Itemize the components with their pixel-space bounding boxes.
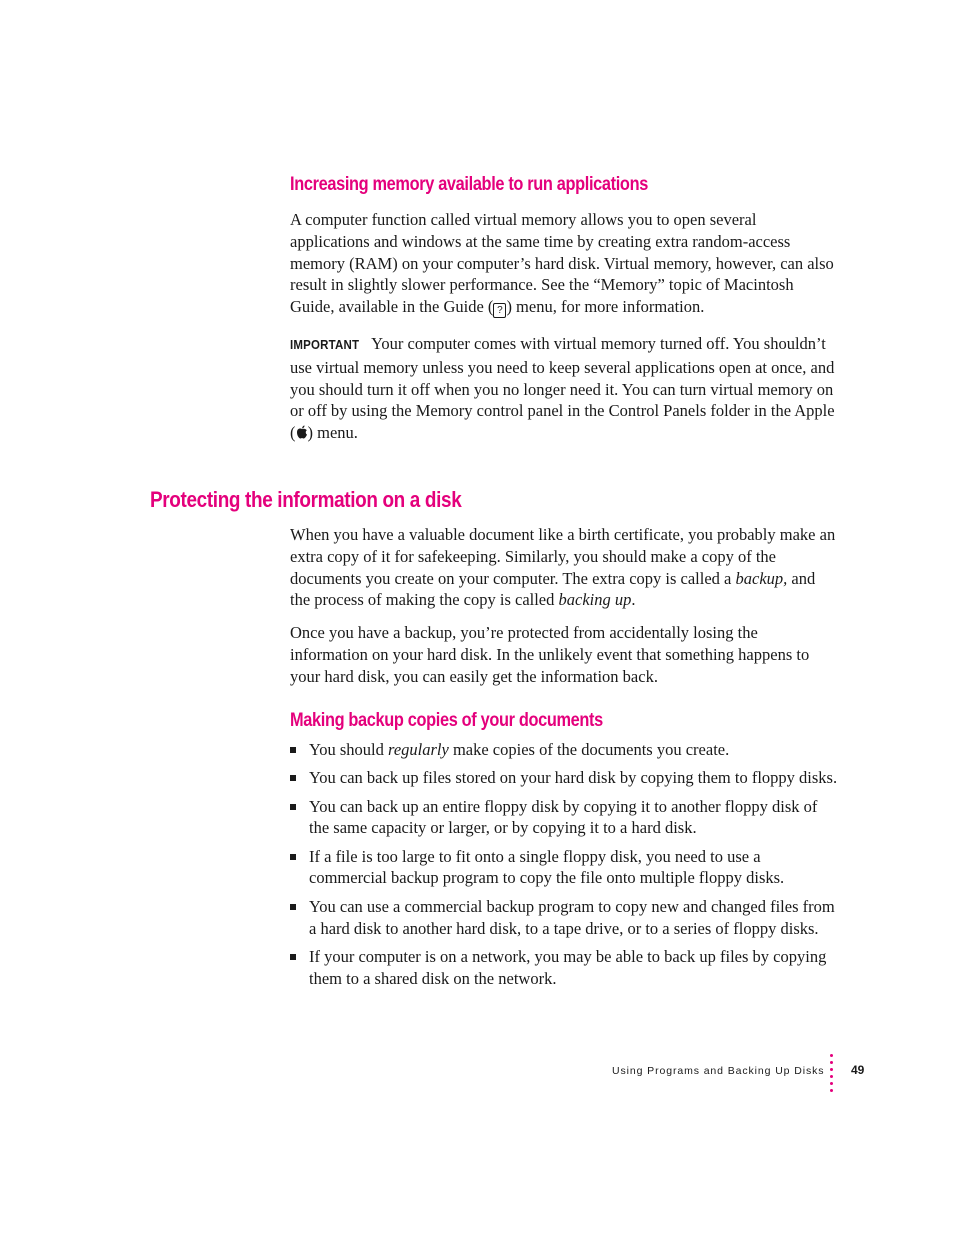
bullet-square-icon <box>290 854 296 860</box>
section-heading-making-backups: Making backup copies of your documents <box>290 710 603 731</box>
virtual-memory-paragraph <box>290 209 838 318</box>
divider-dot <box>830 1054 833 1057</box>
list-item <box>290 946 838 990</box>
footer-dotted-divider <box>830 1054 834 1094</box>
divider-dot <box>830 1082 833 1085</box>
paragraph-text: and the process of making the copy is called <box>290 568 816 610</box>
list-item-text: You can back up an entire floppy disk by copying it to another floppy disk of the same capacity or larger, or by copying it to a hard disk. <box>309 796 818 838</box>
backup-intro-paragraph <box>290 524 838 611</box>
section-heading-increasing-memory: Increasing memory available to run applications <box>290 174 648 195</box>
bullet-square-icon <box>290 954 296 960</box>
bullet-square-icon <box>290 904 296 910</box>
list-item <box>290 846 838 890</box>
divider-dot <box>830 1061 833 1064</box>
running-footer-title: Using Programs and Backing Up Disks <box>612 1065 825 1077</box>
important-label: IMPORTANT <box>290 338 360 352</box>
divider-dot <box>830 1075 833 1078</box>
important-note <box>290 333 838 444</box>
list-item <box>290 896 838 940</box>
divider-dot <box>830 1089 833 1092</box>
list-item <box>290 739 838 761</box>
term-backup: backup, <box>735 568 788 588</box>
list-item <box>290 767 838 789</box>
backup-benefit-paragraph: Once you have a backup, you’re protected from accidentally losing the information on your hard disk. In the unlikely event that something happens to your hard disk, you can easily get the information back. <box>290 623 810 686</box>
page-number: 49 <box>851 1063 865 1077</box>
list-item-text: You should <box>309 740 389 759</box>
divider-dot <box>830 1068 833 1071</box>
paragraph-text: . <box>631 590 636 610</box>
list-item-text: You can use a commercial backup program to copy new and changed files from a hard disk to another hard disk, to a tape drive, or to a series of floppy disks. <box>309 896 835 938</box>
important-text: Your computer comes with virtual memory turned off. You shouldn’t use virtual memory unless you need to keep several applications open at once, and you should turn it off when you no longer need it. You can turn virtual memory on or off by using the Memory control panel in the Control Panels folder in the Apple ( <box>290 334 835 443</box>
paragraph-text: When you have a valuable document like a birth certificate, you probably make an extra copy of it for safekeeping. Similarly, you should make a copy of the documents you create on your computer. The extra copy is called a <box>290 525 836 588</box>
term-backing-up: backing up <box>558 590 632 610</box>
bullet-square-icon <box>290 747 296 753</box>
bullet-square-icon <box>290 775 296 781</box>
help-guide-icon: ? <box>493 303 506 318</box>
bullet-square-icon <box>290 804 296 810</box>
section-heading-protecting-information: Protecting the information on a disk <box>150 487 462 512</box>
list-item <box>290 796 838 840</box>
list-item-text: You can back up files stored on your hard disk by copying them to floppy disks. <box>309 768 838 788</box>
paragraph-text: ) menu, for more information. <box>506 297 705 317</box>
paragraph-text: A computer function called virtual memory allows you to open several applications and windows at the same time by creating extra random-access memory (RAM) on your computer’s hard disk. Virtual memory, however, can also result in slightly slower performance. See the “Memory” topic of Macintosh Guide, available in the Guide ( <box>290 210 834 317</box>
list-item-text: If your computer is on a network, you may be able to back up files by copying them to a shared disk on the network. <box>309 946 827 988</box>
backup-tips-list <box>290 739 838 996</box>
emphasis-regularly: regularly <box>388 740 449 759</box>
important-text: ) menu. <box>307 423 358 443</box>
apple-icon <box>296 425 308 439</box>
list-item-text: make copies of the documents you create. <box>448 740 730 759</box>
list-item-text: If a file is too large to fit onto a single floppy disk, you need to use a commercial backup program to copy the file onto multiple floppy disks. <box>309 846 785 888</box>
